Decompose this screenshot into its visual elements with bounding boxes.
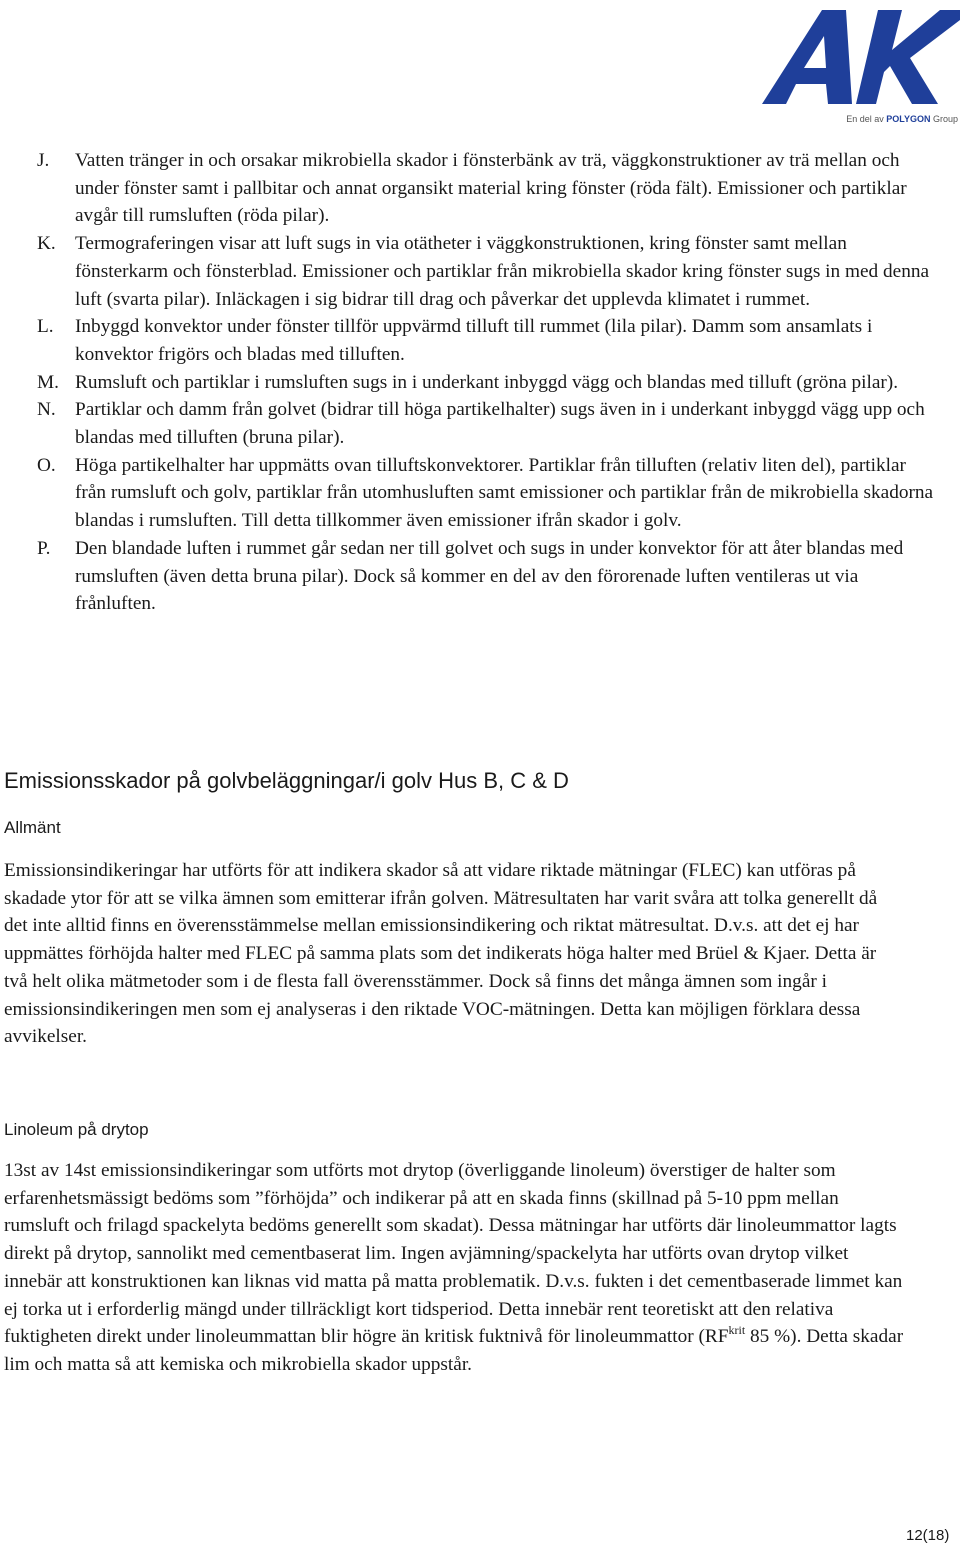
list-item-text: Termograferingen visar att luft sugs in via otätheter i väggkonstruktionen, kring fönster samt mellan fönsterkarm och fönsterblad. Emissioner och partiklar från mikrobiella skador kring fönster sugs in med denna luft (svarta pilar). Inläckagen i sig bidrar till drag och påverkar det upplevda klimatet i rummet. (75, 233, 930, 310)
list-item (37, 535, 937, 618)
list-letter: K. (37, 233, 56, 255)
section-heading: Emissionsskador på golvbeläggningar/i golv Hus B, C & D (4, 768, 569, 793)
list-item (37, 452, 937, 535)
list-item-text: Höga partikelhalter har uppmätts ovan tilluftskonvektorer. Partiklar från tilluften (relativ liten del), partiklar från rumsluft och golv, partiklar från utomhusluften samt emissioner och partiklar från de mikrobiella skadorna blandas i rumsluften. Till detta tillkommer även emissioner ifrån skador i golv. (75, 454, 934, 532)
list-item (37, 313, 937, 368)
list-item-text: Inbyggd konvektor under fönster tillför uppvärmd tilluft till rummet (lila pilar). Damm som ansamlats i konvektor frigörs och bladas med tilluften. (75, 316, 873, 365)
lettered-list (37, 147, 937, 618)
list-item (37, 230, 937, 313)
list-letter: M. (37, 371, 59, 393)
list-item (37, 369, 937, 397)
list-item (37, 147, 937, 230)
list-letter: L. (37, 316, 54, 338)
paragraph-linoleum-text: 13st av 14st emissionsindikeringar som utförts mot drytop (överliggande linoleum) överstiger de halter som erfarenhetsmässigt bedöms som ”förhöjda” och indikerar på att en skada finns (skillnad på 5-10 ppm mellan rumsluft och frilagd spackelyta bedöms generellt som skadat). Dessa mätningar har utförts där linoleummattor lagts direkt på drytop, sannolikt med cementbaserat lim. Ingen avjämning/spackelyta har utförts ovan drytop vilket innebär att konstruktionen kan liknas vid matta på matta problematik. D.v.s. fukten i det cementbaserade limmet kan ej torka ut i erforderlig mängd under tillräckligt kort tidsperiod. Detta innebär rent teoretiskt att den relativa fuktigheten direkt under linoleummattan blir högre än kritisk fuktnivå för linoleummattor (RF (4, 1160, 903, 1348)
subheading-allmant: Allmänt (4, 818, 61, 837)
paragraph-linoleum-text-end: 85 %). Detta skadar lim och matta så att kemiska och mikrobiella skador uppstår. (4, 1326, 904, 1375)
list-letter: N. (37, 399, 56, 421)
paragraph-allmant: Emissionsindikeringar har utförts för att indikera skador så att vidare riktade mätningar (FLEC) kan utföras på skadade ytor för att se vilka ämnen som emitterar ifrån golven. Mätresultaten har varit svåra att tolka generellt då det inte alltid finns en överensstämmelse mellan emissionsindikering och riktat mätresultat. D.v.s. att det ej har uppmättes förhöjda halter med FLEC på samma plats som det indikerats höga halter med Brüel & Kjaer. Detta är två helt olika mätmetoder som i de flesta fall överensstämmer. Dock så finns det många ämnen som ingår i emissionsindikeringen men som ej analyseras i den riktade VOC-mätningen. Detta kan möjligen förklara dessa avvikelser. (4, 860, 878, 1048)
company-logo (760, 6, 960, 124)
list-item (37, 396, 937, 451)
logo-subline: En del av POLYGON Group (846, 114, 958, 124)
subheading-linoleum: Linoleum på drytop (4, 1120, 149, 1139)
page-number: 12(18) (906, 1527, 950, 1544)
list-letter: J. (37, 150, 50, 171)
list-letter: O. (37, 454, 56, 476)
list-item-text: Rumsluft och partiklar i rumsluften sugs in i underkant inbyggd vägg och blandas med tilluft (gröna pilar). (75, 371, 899, 393)
list-item-text: Partiklar och damm från golvet (bidrar till höga partikelhalter) sugs även in i underkant inbyggd vägg upp och blandas med tilluften (bruna pilar). (75, 399, 925, 449)
list-item-text: Vatten tränger in och orsakar mikrobiella skador i fönsterbänk av trä, väggkonstruktioner av trä mellan och under fönster samt i pallbitar och annat organsikt material kring fönster (röda fält). Emissioner och partiklar avgår till rumsluften (röda pilar). (75, 150, 907, 227)
list-item-text: Den blandade luften i rummet går sedan ner till golvet och sugs in under konvektor för att åter blandas med rumsluften (även detta bruna pilar). Dock så kommer en del av den förorenade luften ventileras ut via frånluften. (75, 537, 904, 615)
ak-logo-icon (760, 6, 960, 110)
list-letter: P. (37, 537, 51, 559)
paragraph-linoleum (4, 1157, 904, 1379)
superscript-krit: krit (728, 1323, 746, 1338)
